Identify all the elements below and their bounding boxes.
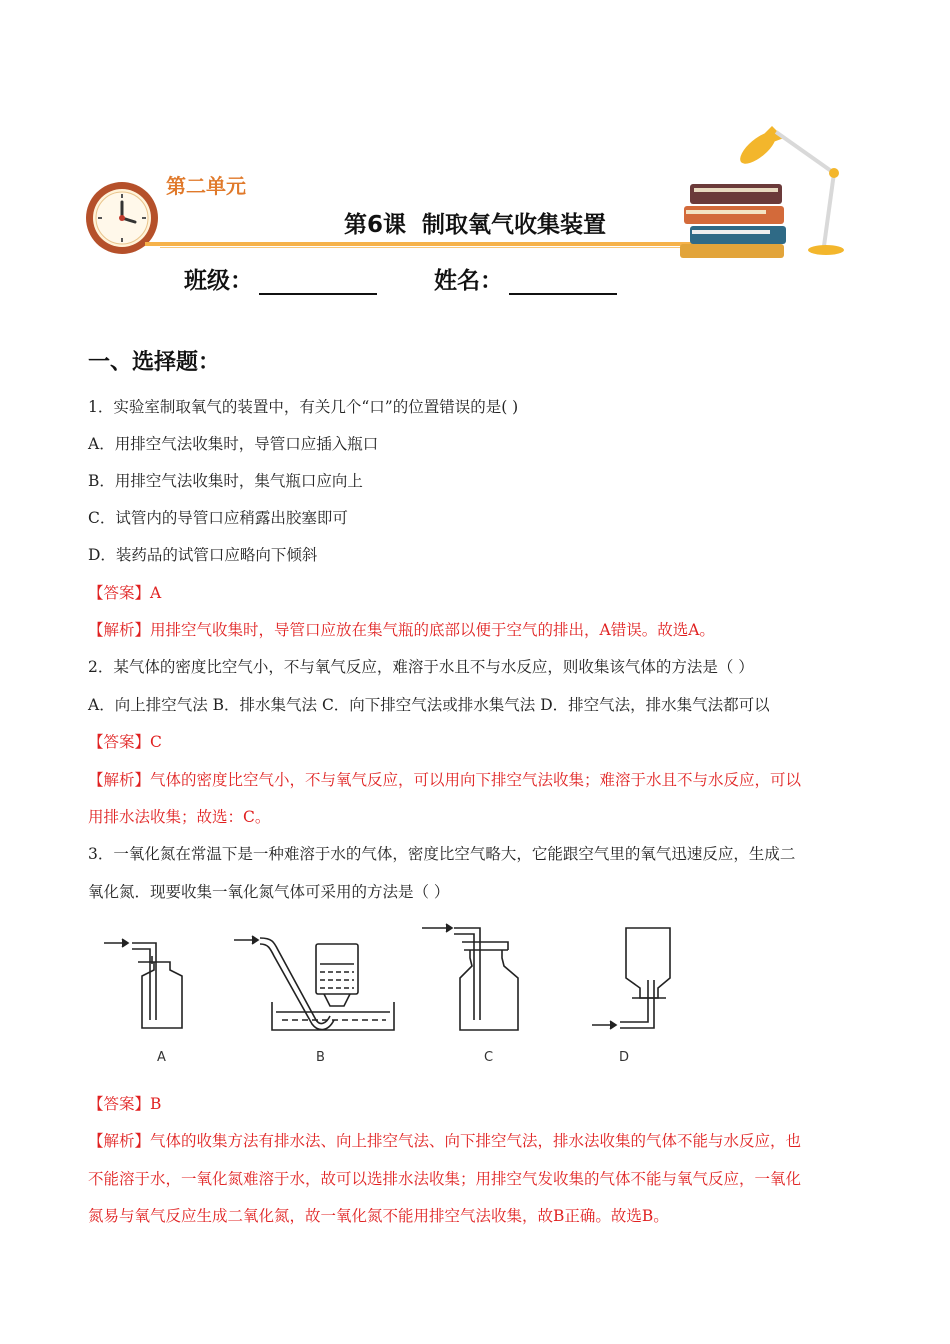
q2-analysis-line2: 用排水法收集；故选：C。 [88,808,271,826]
apparatus-b [234,936,394,1030]
q3-analysis-line2: 不能溶于水，一氧化氮难溶于水，故可以选排水法收集；用排空气发收集的气体不能与氧气反应，一氧化 [88,1170,802,1188]
q2-options: A．向上排空气法 B．排水集气法 C．向下排空气法或排水集气法 D．排空气法，排水集气法都可以 [88,696,770,714]
q3-stem-line1: 3．一氧化氮在常温下是一种难溶于水的气体，密度比空气略大，它能跟空气里的氧气迅速反应，生成二 [88,845,796,863]
q3-stem-line2: 氧化氮．现要收集一氧化氮气体可采用的方法是（ ） [88,883,450,901]
q3-analysis-line3: 氮易与氧气反应生成二氧化氮，故一氧化氮不能用排空气法收集，故B正确。故选B。 [88,1207,669,1225]
unit-title: 第二单元 [166,174,246,198]
header-divider-thin [160,247,700,248]
apparatus-a [104,939,182,1028]
lesson-title: 第6课 制取氧气收集装置 [344,212,607,238]
apparatus-c [422,924,518,1030]
section-title: 一、选择题： [88,350,221,375]
q3-answer: 【答案】B [88,1095,162,1113]
name-field [434,262,617,295]
figure-label-d: D [619,1050,630,1065]
name-blank[interactable] [509,269,617,295]
q1-analysis: 【解析】用排空气收集时，导管口应放在集气瓶的底部以便于空气的排出，A错误。故选A。 [88,621,715,639]
q3-analysis-line1: 【解析】气体的收集方法有排水法、向上排空气法、向下排空气法，排水法收集的气体不能与水反应，也 [88,1132,802,1150]
q2-answer: 【答案】C [88,733,162,751]
class-blank[interactable] [259,269,377,295]
name-label: 姓名： [434,268,503,294]
q1-option-b: B．用排空气法收集时，集气瓶口应向上 [88,472,363,490]
figure-label-c: C [484,1050,494,1065]
figure-label-a: A [157,1050,166,1065]
header-divider [145,242,705,246]
q1-option-c: C．试管内的导管口应稍露出胶塞即可 [88,509,348,527]
q1-option-d: D．装药品的试管口应略向下倾斜 [88,546,318,564]
q1-answer: 【答案】A [88,584,162,602]
q2-stem: 2．某气体的密度比空气小，不与氧气反应，难溶于水且不与水反应，则收集该气体的方法是（ ） [88,658,754,676]
books-lamp-illustration [676,118,856,263]
figure-label-b: B [316,1050,325,1065]
class-field [184,262,377,295]
gas-collection-figure [92,920,672,1070]
q2-analysis-line1: 【解析】气体的密度比空气小，不与氧气反应，可以用向下排空气法收集；难溶于水且不与水反应，可以 [88,771,802,789]
q1-option-a: A．用排空气法收集时，导管口应插入瓶口 [88,435,379,453]
class-label: 班级： [184,268,253,294]
q1-stem: 1．实验室制取氧气的装置中，有关几个“口”的位置错误的是( ) [88,398,519,416]
apparatus-d [592,928,670,1029]
